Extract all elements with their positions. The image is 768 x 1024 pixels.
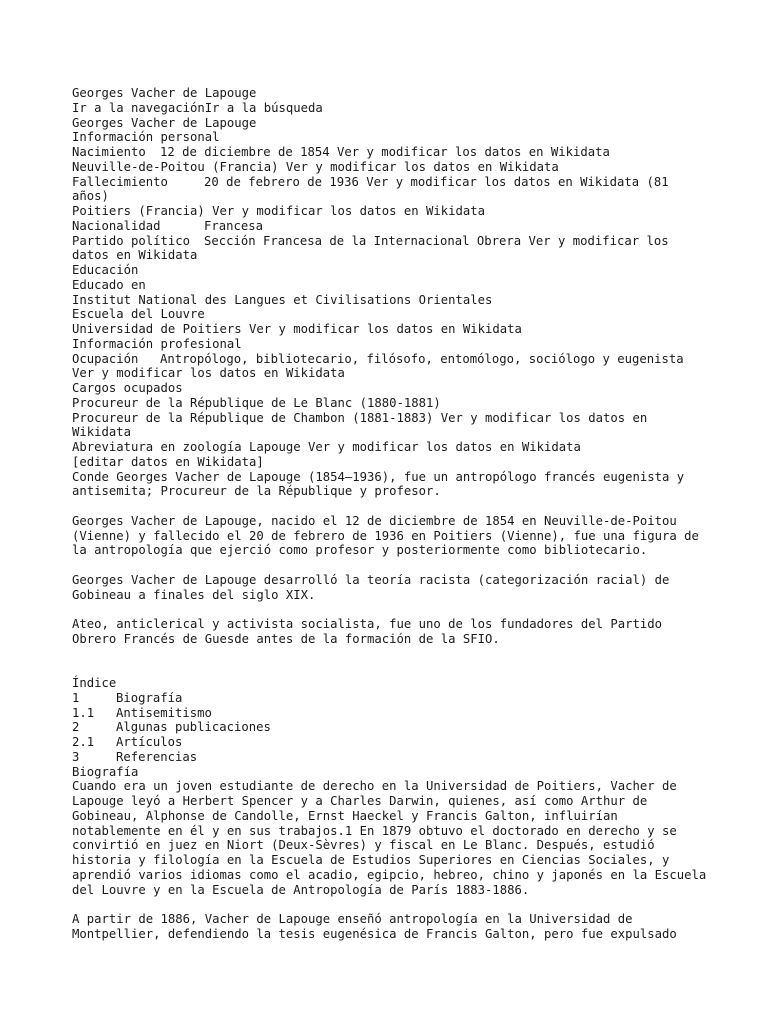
editar-wikidata-link[interactable]: [editar datos en Wikidata] — [72, 454, 264, 469]
spacer — [72, 499, 712, 514]
toc-number: 2 — [72, 720, 80, 735]
nacimiento-place: Neuville-de-Poitou (Francia) Ver y modificar los datos en Wikidata — [72, 159, 559, 174]
paragraph-1: Georges Vacher de Lapouge, nacido el 12 de diciembre de 1854 en Neuville-de-Poitou (Vienne) y fallecido el 20 de febrero de 1936 en Poitiers (Vienne), fue una figura de la antropología que ejerció como profesor y posteriormente como bibliotecario. — [72, 513, 707, 558]
toc-item[interactable] — [72, 720, 712, 735]
toc-item[interactable] — [72, 691, 712, 706]
edu-item-3: Universidad de Poitiers Ver y modificar los datos en Wikidata — [72, 322, 522, 336]
nacionalidad-value: Francesa — [204, 218, 264, 233]
nacimiento-label: Nacimiento — [72, 145, 146, 159]
toc-label: Algunas publicaciones — [116, 720, 271, 735]
biografia-heading: Biografía — [72, 764, 139, 779]
ocupacion-value: Antropólogo, bibliotecario, filósofo, entomólogo, sociólogo y eugenista Ver y modificar los datos en Wikidata — [72, 351, 692, 381]
nacionalidad-row — [72, 219, 712, 234]
spacer — [72, 647, 712, 677]
edu-item-1: Institut National des Langues et Civilisations Orientales — [72, 292, 493, 307]
bio-paragraph-2: A partir de 1886, Vacher de Lapouge enseñó antropología en la Universidad de Montpellier, defendiendo la tesis eugenésica de Francis Galton, pero fue expulsado — [72, 912, 677, 941]
infobox-title: Georges Vacher de Lapouge — [72, 115, 257, 130]
partido-row — [72, 234, 712, 264]
toc-label: Artículos — [116, 735, 183, 749]
document-page — [72, 86, 712, 942]
toc-number: 3 — [72, 749, 80, 764]
info-profesional-heading: Información profesional — [72, 336, 242, 351]
ocupacion-label: Ocupación — [72, 351, 139, 366]
fallecimiento-label: Fallecimiento — [72, 174, 168, 189]
intro-paragraph: Conde Georges Vacher de Lapouge (1854–1936), fue un antropólogo francés eugenista y antisemita; Procureur de la République y profesor. — [72, 469, 692, 499]
spacer — [72, 558, 712, 573]
paragraph-2: Georges Vacher de Lapouge desarrolló la teoría racista (categorización racial) de Gobineau a finales del siglo XIX. — [72, 572, 677, 602]
toc-number: 2.1 — [72, 735, 95, 749]
fallecimiento-value: 20 de febrero de 1936 Ver y modificar los datos en Wikidata (81 años) — [72, 174, 677, 204]
edu-item-2: Escuela del Louvre — [72, 307, 205, 322]
spacer — [72, 897, 712, 912]
educado-en-label: Educado en — [72, 277, 146, 292]
spacer — [72, 602, 712, 617]
info-personal-heading: Información personal — [72, 130, 220, 145]
partido-label: Partido político — [72, 233, 191, 248]
fallecimiento-place: Poitiers (Francia) Ver y modificar los datos en Wikidata — [72, 204, 486, 218]
toc-label: Biografía — [116, 690, 183, 705]
fallecimiento-row — [72, 175, 712, 205]
nacimiento-row — [72, 145, 712, 160]
bio-paragraph-1: Cuando era un joven estudiante de derecho en la Universidad de Poitiers, Vacher de Lapouge leyó a Herbert Spencer y a Charles Darwin, quienes, así como Arthur de Gobineau, Alphonse de Candolle, Ernst Haeckel y Francis Galton, influirían notablemente en él y en sus trabajos.1 En 1879 obtuvo el doctorado en derecho y se convirtió en juez en Niort (Deux-Sèvres) y fiscal en Le Blanc. Después, estudió historia y filología en la Escuela de Estudios Superiores en Ciencias Sociales, y aprendió varios idiomas como el acadio, egipcio, hebreo, chino y japonés en la Escuela del Louvre y en la Escuela de Antropología de París 1883-1886. — [72, 779, 714, 897]
toc-number: 1.1 — [72, 705, 95, 720]
cargo-item-2: Procureur de la République de Chambon (1881-1883) Ver y modificar los datos en Wikidata — [72, 410, 655, 440]
cargos-heading: Cargos ocupados — [72, 381, 183, 395]
toc-item[interactable] — [72, 750, 712, 765]
partido-value: Sección Francesa de la Internacional Obrera Ver y modificar los datos en Wikidata — [72, 233, 677, 263]
cargo-item-1: Procureur de la République de Le Blanc (1880-1881) — [72, 395, 441, 410]
toc-label: Antisemitismo — [116, 705, 212, 720]
nacimiento-value: 12 de diciembre de 1854 Ver y modificar los datos en Wikidata — [160, 145, 610, 159]
paragraph-3: Ateo, anticlerical y activista socialista, fue uno de los fundadores del Partido Obrero Francés de Guesde antes de la formación de la SFIO. — [72, 617, 670, 646]
toc-label: Referencias — [116, 749, 198, 764]
toc-heading: Índice — [72, 676, 117, 690]
educacion-heading: Educación — [72, 263, 139, 277]
doc-title: Georges Vacher de Lapouge — [72, 86, 257, 100]
abreviatura-row: Abreviatura en zoología Lapouge Ver y modificar los datos en Wikidata — [72, 440, 581, 454]
ocupacion-row — [72, 352, 712, 382]
toc-item[interactable] — [72, 735, 712, 750]
toc-item[interactable] — [72, 706, 712, 721]
nav-links[interactable]: Ir a la navegaciónIr a la búsqueda — [72, 100, 323, 115]
nacionalidad-label: Nacionalidad — [72, 218, 161, 233]
toc-number: 1 — [72, 690, 80, 705]
